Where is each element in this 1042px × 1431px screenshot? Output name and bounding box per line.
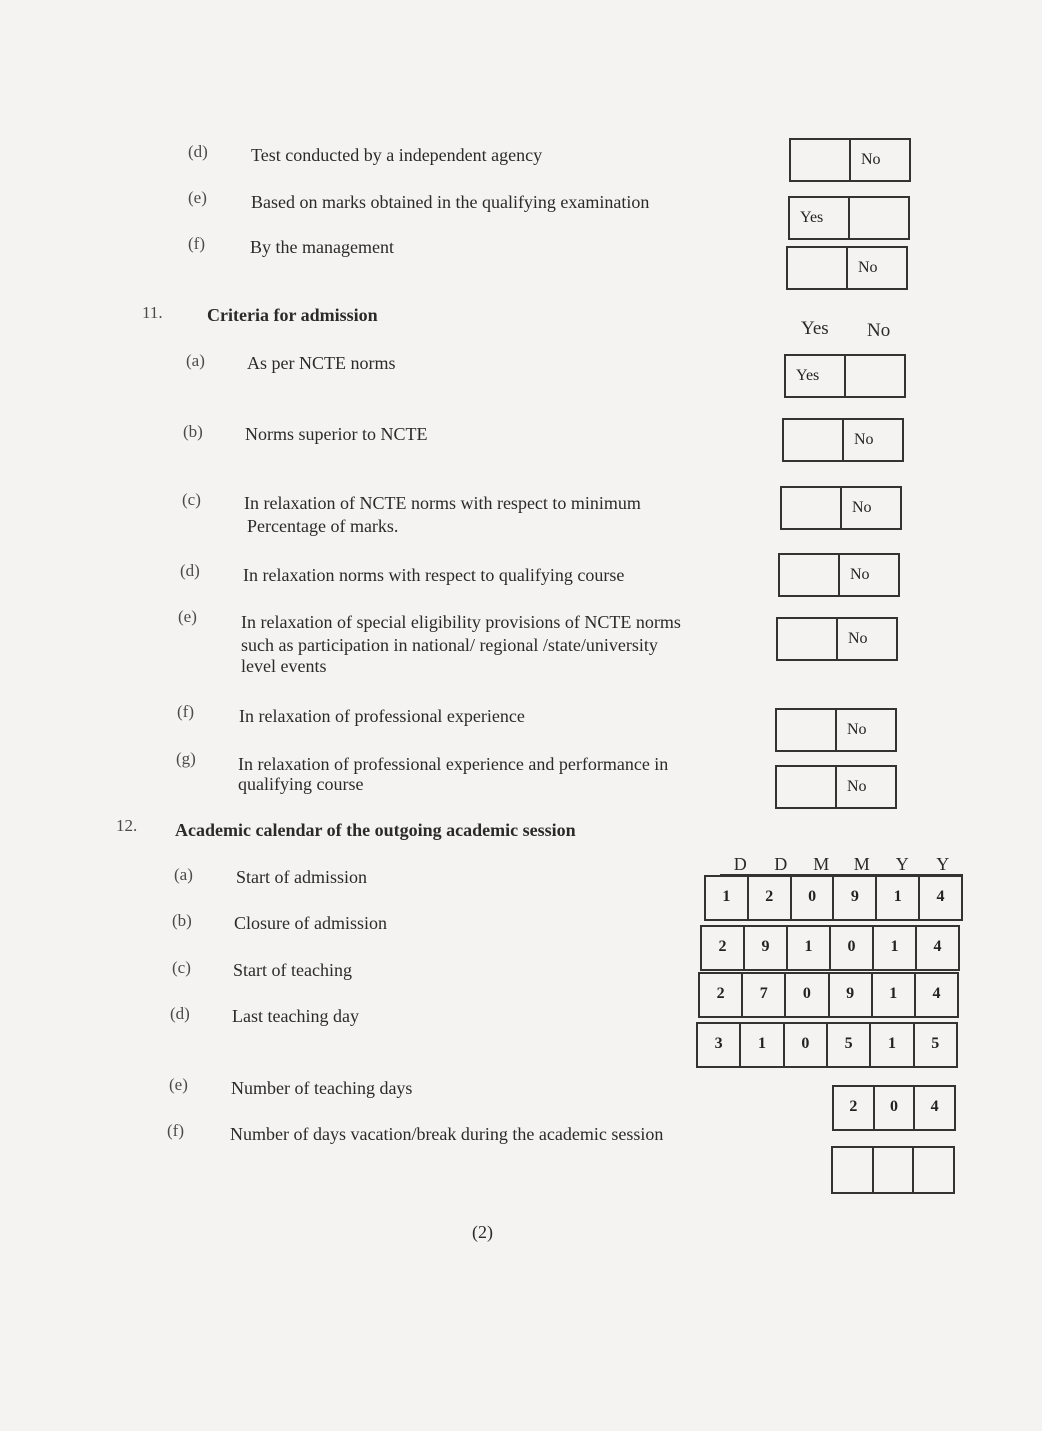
date-digit: 1 xyxy=(869,1024,912,1066)
date-digit: 1 xyxy=(722,888,731,905)
section-title: Criteria for admission xyxy=(207,305,378,325)
date-digit: 1 xyxy=(786,927,829,969)
item-text-line: level events xyxy=(241,656,327,676)
yes-no-box xyxy=(784,354,906,398)
date-header-cell: M xyxy=(813,854,830,874)
yes-no-box xyxy=(776,617,898,661)
item-letter: (d) xyxy=(170,1004,190,1023)
column-header-no: No xyxy=(867,320,891,341)
item-text-line: Percentage of marks. xyxy=(247,516,399,536)
date-header-cell: M xyxy=(853,854,870,874)
item-text: Test conducted by a independent agency xyxy=(251,145,543,165)
section-number: 11. xyxy=(142,303,163,322)
item-letter: (f) xyxy=(188,234,205,253)
yes-no-box xyxy=(775,708,897,752)
count-digit: 2 xyxy=(849,1098,858,1115)
item-letter: (f) xyxy=(167,1121,184,1140)
yes-no-box xyxy=(782,418,904,462)
yes-no-box xyxy=(778,553,900,597)
no-cell: No xyxy=(842,420,902,460)
no-cell: No xyxy=(840,488,900,528)
item-text-line: qualifying course xyxy=(238,774,364,794)
date-digit: 1 xyxy=(875,877,918,919)
item-letter: (e) xyxy=(178,607,197,626)
date-digit: 0 xyxy=(784,974,827,1016)
item-letter: (d) xyxy=(188,142,208,161)
item-text: Based on marks obtained in the qualifying examination xyxy=(251,192,650,212)
item-text-line: In relaxation of NCTE norms with respect to minimum xyxy=(244,493,641,513)
item-letter: (e) xyxy=(169,1075,188,1094)
yes-cell xyxy=(788,248,846,288)
no-cell xyxy=(844,356,904,396)
date-digit: 1 xyxy=(739,1024,782,1066)
item-text-line: such as participation in national/ regional /state/university xyxy=(241,635,658,655)
item-text: Number of days vacation/break during the academic session xyxy=(230,1124,664,1144)
yes-cell xyxy=(784,420,842,460)
date-digit: 1 xyxy=(871,974,914,1016)
date-digit: 5 xyxy=(826,1024,869,1066)
item-letter: (g) xyxy=(176,749,196,768)
item-letter: (c) xyxy=(182,490,201,509)
count-digit xyxy=(872,1148,913,1192)
date-grid xyxy=(698,972,959,1018)
count-grid xyxy=(832,1085,956,1131)
item-text: Last teaching day xyxy=(232,1006,359,1026)
item-text: In relaxation of professional experience xyxy=(239,706,525,726)
date-digit: 0 xyxy=(829,927,872,969)
count-digit xyxy=(833,1148,872,1192)
no-cell: No xyxy=(836,619,896,659)
count-grid xyxy=(831,1146,955,1194)
yes-cell xyxy=(777,710,835,750)
item-letter: (d) xyxy=(180,561,200,580)
item-text: Start of teaching xyxy=(233,960,352,980)
yes-no-box xyxy=(780,486,902,530)
yes-no-box xyxy=(788,196,910,240)
item-letter: (c) xyxy=(172,958,191,977)
date-grid xyxy=(696,1022,958,1068)
date-digit: 3 xyxy=(714,1035,723,1052)
no-cell: No xyxy=(838,555,898,595)
date-digit: 2 xyxy=(747,877,790,919)
item-text: Number of teaching days xyxy=(231,1078,413,1098)
item-letter: (a) xyxy=(174,865,193,884)
item-letter: (f) xyxy=(177,702,194,721)
yes-cell xyxy=(780,555,838,595)
date-digit: 7 xyxy=(741,974,784,1016)
item-text: In relaxation norms with respect to qualifying course xyxy=(243,565,625,585)
date-digit: 4 xyxy=(918,877,961,919)
section-title: Academic calendar of the outgoing academic session xyxy=(175,820,576,840)
item-letter: (b) xyxy=(183,422,203,441)
date-digit: 4 xyxy=(914,974,957,1016)
date-header-cell: Y xyxy=(895,854,909,874)
item-text-line: In relaxation of special eligibility provisions of NCTE norms xyxy=(241,612,681,632)
item-text: Closure of admission xyxy=(234,913,387,933)
date-digit: 9 xyxy=(832,877,875,919)
date-digit: 4 xyxy=(915,927,958,969)
item-letter: (e) xyxy=(188,188,207,207)
date-format-header xyxy=(720,854,963,876)
yes-cell xyxy=(782,488,840,528)
item-text: As per NCTE norms xyxy=(247,353,396,373)
no-cell: No xyxy=(846,248,906,288)
no-cell: No xyxy=(835,710,895,750)
date-digit: 0 xyxy=(783,1024,826,1066)
no-cell xyxy=(848,198,908,238)
yes-cell xyxy=(777,767,835,807)
yes-no-box xyxy=(789,138,911,182)
date-digit: 9 xyxy=(743,927,786,969)
item-text: By the management xyxy=(250,237,394,257)
date-header-cell: D xyxy=(774,854,788,874)
date-digit: 5 xyxy=(913,1024,956,1066)
section-number: 12. xyxy=(116,816,138,835)
date-grid xyxy=(704,875,963,921)
item-text: Norms superior to NCTE xyxy=(245,424,428,444)
count-digit: 0 xyxy=(873,1087,914,1129)
item-letter: (b) xyxy=(172,911,192,930)
date-header-cell: Y xyxy=(936,854,950,874)
yes-no-box xyxy=(775,765,897,809)
date-digit: 9 xyxy=(828,974,871,1016)
no-cell: No xyxy=(849,140,909,180)
no-cell: No xyxy=(835,767,895,807)
yes-cell xyxy=(778,619,836,659)
date-digit: 0 xyxy=(790,877,833,919)
yes-no-box xyxy=(786,246,908,290)
date-header-cell: D xyxy=(733,854,747,874)
item-letter: (a) xyxy=(186,351,205,370)
yes-cell xyxy=(791,140,849,180)
count-digit xyxy=(912,1148,953,1192)
date-grid xyxy=(700,925,960,971)
item-text-line: In relaxation of professional experience and performance in xyxy=(238,754,669,774)
page-number: (2) xyxy=(472,1222,493,1242)
column-header-yes: Yes xyxy=(801,318,829,339)
yes-cell: Yes xyxy=(796,367,820,384)
yes-cell: Yes xyxy=(800,209,824,226)
date-digit: 2 xyxy=(716,985,725,1002)
date-digit: 2 xyxy=(718,938,727,955)
item-text: Start of admission xyxy=(236,867,367,887)
count-digit: 4 xyxy=(913,1087,954,1129)
date-digit: 1 xyxy=(872,927,915,969)
